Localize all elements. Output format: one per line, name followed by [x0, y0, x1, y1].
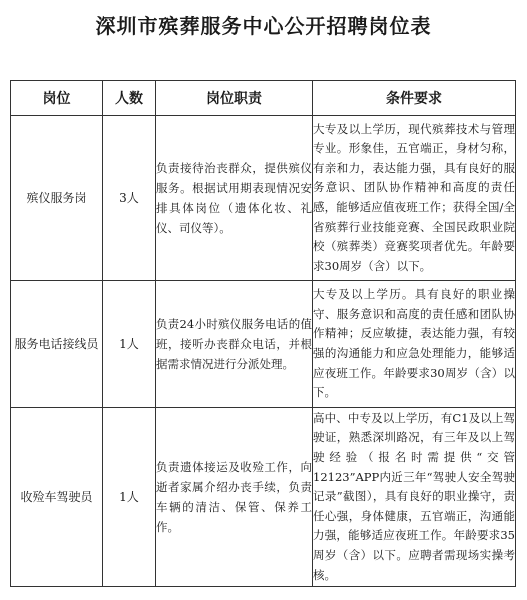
position-cell: 殡仪服务岗 [11, 116, 103, 281]
duty-cell: 负责遗体接运及收殓工作，向逝者家属介绍办丧手续，负责车辆的清洁、保管、保养工作。 [156, 408, 313, 587]
count-cell: 3人 [103, 116, 156, 281]
requirements-cell: 大专及以上学历。具有良好的职业操守、服务意识和高度的责任感和团队协作精神；反应敏捷，表达能力强，有较强的沟通能力和应急处理能力，能够适应夜班工作。年龄要求30周岁（含）以下。 [313, 281, 516, 408]
page-title: 深圳市殡葬服务中心公开招聘岗位表 [95, 14, 432, 38]
duty-cell: 负责接待治丧群众，提供殡仪服务。根据试用期表现情况安排具体岗位（遗体化妆、礼仪、司仪等）。 [156, 116, 313, 281]
header-position: 岗位 [11, 81, 103, 116]
requirements-cell: 大专及以上学历，现代殡葬技术与管理专业。形象佳，五官端正，身材匀称，有亲和力，表达能力强，具有良好的服务意识、团队协作精神和高度的责任感，能够适应值夜班工作；获得全国/全省殡葬行业技能竞赛、全国民政职业院校（殡葬类）竞赛奖项者优先。年龄要求30周岁（含）以下。 [313, 116, 516, 281]
table-row [11, 408, 516, 587]
table-header-row [11, 81, 516, 116]
table-row [11, 116, 516, 281]
position-cell: 收殓车驾驶员 [11, 408, 103, 587]
header-count: 人数 [103, 81, 156, 116]
table-row [11, 281, 516, 408]
duty-cell: 负责24小时殡仪服务电话的值班，接听办丧群众电话，并根据需求情况进行分派处理。 [156, 281, 313, 408]
position-cell: 服务电话接线员 [11, 281, 103, 408]
requirements-cell: 高中、中专及以上学历，有C1及以上驾驶证，熟悉深圳路况，有三年及以上驾驶经验（报名时需提供“交管12123”APP内近三年“驾驶人安全驾驶记录”截图），具有良好的职业操守，责任心强，身体健康，五官端正，沟通能力强，能够适应夜班工作。年龄要求35周岁（含）以下。应聘者需现场实操考核。 [313, 408, 516, 587]
job-positions-table [10, 80, 516, 587]
count-cell: 1人 [103, 281, 156, 408]
count-cell: 1人 [103, 408, 156, 587]
header-requirements: 条件要求 [313, 81, 516, 116]
header-duty: 岗位职责 [156, 81, 313, 116]
